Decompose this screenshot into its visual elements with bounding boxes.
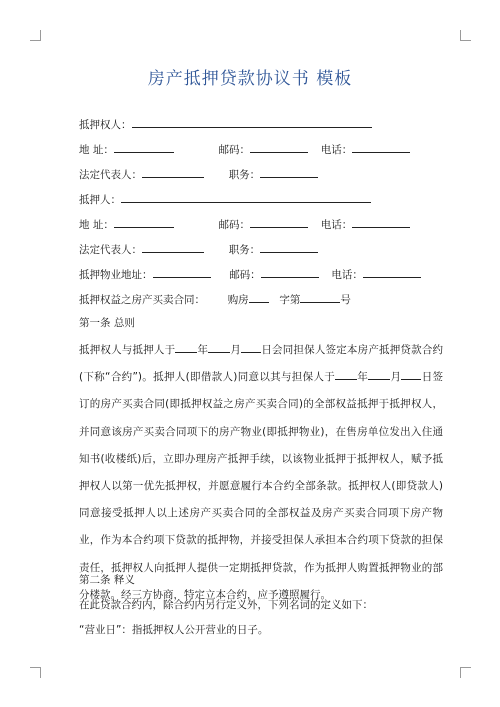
property-address-blank[interactable] <box>153 266 211 278</box>
p1-part-c: 日签订的房产买卖合同(即抵押权益之房产买卖合同)的全部权益抵押于抵押权人，并同意该房产买卖合同项下的房产物业(即抵押物业)，在售房单位发出入住通知书(收楼纸)后，立即办理房产抵押手续，以该物业抵押于抵押权人，赋予抵押权人以第一优先抵押权，并愿意履行本合约全部条款。抵押权人(即贷款人)同意接受抵押人以上述房产买卖合同的全部权益及房产买卖合同项下房产物业，作为本合约项下贷款的抵押物，并接受担保人承担本合约项下贷款的担保责任，抵押权人向抵押人提供一定期抵押贷款，作为抵押人购置抵押物业的部分楼款。经三方协商，特定立本合约，应予遵照履行。 <box>79 371 444 601</box>
postcode-label: 邮码： <box>218 144 251 156</box>
mortgagor-row <box>79 191 371 207</box>
mortgagor-label: 抵押人： <box>79 194 121 206</box>
crop-mark-bottom-right <box>460 667 471 678</box>
purchase-label: 购房 <box>227 294 249 306</box>
crop-mark-top-right <box>460 30 471 41</box>
mortgagee-blank[interactable] <box>132 116 372 128</box>
property-address-row <box>79 266 421 282</box>
legal-rep2-row <box>79 241 318 257</box>
definitions-intro: 在此贷款合约内，除合约内另行定义外，下列名词的定义如下： <box>79 599 373 611</box>
phone-blank[interactable] <box>352 141 410 153</box>
p1-month-label: 月 <box>230 344 242 356</box>
business-day-definition: “营业日”：指抵押权人公开营业的日子。 <box>79 624 269 636</box>
position-blank[interactable] <box>260 166 318 178</box>
p1-part-a: 抵押权人与抵押人于 <box>79 344 176 356</box>
purchase-blank[interactable] <box>249 291 269 303</box>
mortgagee-address-row <box>79 141 410 157</box>
phone3-blank[interactable] <box>363 266 421 278</box>
postcode3-label: 邮码： <box>229 269 261 281</box>
p1-day-blank[interactable] <box>241 341 261 353</box>
p1-month-blank[interactable] <box>208 341 230 353</box>
legal-rep-blank[interactable] <box>142 166 204 178</box>
crop-mark-top-left <box>30 30 41 41</box>
p1-year-label: 年 <box>197 344 209 356</box>
article1-heading: 第一条 总则 <box>79 317 135 329</box>
mortgagor-blank[interactable] <box>121 191 371 203</box>
position2-blank[interactable] <box>260 241 318 253</box>
hao-label: 号 <box>340 294 351 306</box>
mortgagor-address-row <box>79 216 410 232</box>
document-title: 房产抵押贷款协议书 模板 <box>147 69 353 89</box>
postcode3-blank[interactable] <box>261 266 319 278</box>
contract-label: 抵押权益之房产买卖合同： <box>79 294 205 306</box>
article1-paragraph <box>79 337 443 609</box>
phone3-label: 电话： <box>331 269 363 281</box>
p1-part-b: 日会同担保人签定本房产抵押贷款合约(下称“合约”)。抵押人(即借款人)同意以其与担保人于 <box>79 344 444 384</box>
postcode2-label: 邮码： <box>218 219 251 231</box>
contract-row <box>79 291 351 307</box>
legal-rep2-blank[interactable] <box>142 241 204 253</box>
address-label: 地 址： <box>79 144 114 156</box>
phone2-label: 电话： <box>320 219 353 231</box>
p1-day2-blank[interactable] <box>401 368 421 380</box>
position2-label: 职务： <box>228 244 261 256</box>
postcode-blank[interactable] <box>250 141 308 153</box>
p1-year-blank[interactable] <box>175 341 197 353</box>
mortgagee-row <box>79 116 372 132</box>
address2-blank[interactable] <box>114 216 174 228</box>
position-label: 职务： <box>228 169 261 181</box>
p1-month2-blank[interactable] <box>368 368 390 380</box>
p1-year2-blank[interactable] <box>335 368 357 380</box>
property-address-label: 抵押物业地址： <box>79 269 153 281</box>
legal-rep-row <box>79 166 318 182</box>
p1-month2-label: 月 <box>390 371 402 384</box>
zidi-label: 字第 <box>279 294 301 306</box>
zidi-blank[interactable] <box>300 291 340 303</box>
legal-rep-label: 法定代表人： <box>79 169 142 181</box>
phone-label: 电话： <box>320 144 353 156</box>
mortgagee-label: 抵押权人： <box>79 119 132 131</box>
legal-rep2-label: 法定代表人： <box>79 244 142 256</box>
address-blank[interactable] <box>114 141 174 153</box>
phone2-blank[interactable] <box>352 216 410 228</box>
postcode2-blank[interactable] <box>250 216 308 228</box>
article2-heading: 第二条 释义 <box>79 574 135 586</box>
crop-mark-bottom-left <box>30 667 41 678</box>
p1-year2-label: 年 <box>357 371 369 384</box>
address2-label: 地 址： <box>79 219 114 231</box>
